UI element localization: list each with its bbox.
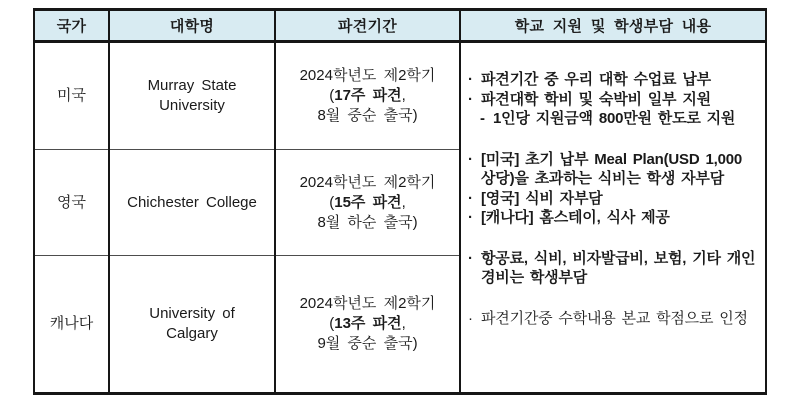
period-comma: , [401, 193, 406, 211]
period-weeks-line [276, 193, 459, 213]
support-item-text: [미국] 초기 납부 Meal Plan(USD 1,000 상당)을 초과하는 식비는 학생 자부담 [481, 150, 742, 187]
period-comma: , [401, 315, 406, 332]
period-cell-canada [275, 256, 460, 394]
bullet-icon: · [468, 209, 473, 226]
header-period: 파견기간 [275, 10, 460, 42]
support-item-text: 파견기간 중 우리 대학 수업료 납부 [481, 71, 711, 88]
period-open-paren: ( [329, 193, 335, 211]
period-weeks-line [276, 314, 459, 334]
period-weeks: 13주 파견 [334, 315, 402, 332]
university-cell-usa: Murray State University [109, 42, 275, 150]
bullet-icon: · [468, 309, 473, 327]
period-cell-usa [275, 42, 460, 150]
support-group-tuition [468, 70, 759, 129]
support-group-meals [468, 150, 759, 228]
support-item-text: 파견대학 학비 및 숙박비 일부 지원 [481, 90, 711, 108]
period-cell-uk [275, 150, 460, 256]
support-item [468, 189, 759, 209]
support-item-text: 1인당 지원금액 800만원 한도로 지원 [493, 110, 736, 127]
period-semester: 2024학년도 제2학기 [299, 173, 436, 191]
period-comma: , [401, 87, 406, 104]
support-details-cell [460, 42, 766, 394]
period-departure: 8월 중순 출국) [317, 107, 418, 124]
period-weeks: 17주 파견 [334, 87, 402, 104]
period-open-paren: ( [329, 87, 335, 104]
support-item-text: 파견기간중 수학내용 본교 학점으로 인정 [481, 309, 748, 327]
country-cell-canada: 캐나다 [34, 256, 109, 394]
bullet-icon: · [468, 150, 473, 168]
university-cell-uk: Chichester College [109, 150, 275, 256]
period-weeks-line [276, 86, 459, 106]
header-country: 국가 [34, 10, 109, 42]
period-departure: 8월 하순 출국) [317, 213, 418, 231]
support-item [468, 309, 759, 329]
support-item [468, 150, 759, 189]
support-item [468, 208, 759, 228]
bullet-icon: · [468, 90, 473, 108]
country-cell-usa: 미국 [34, 42, 109, 150]
header-support: 학교 지원 및 학생부담 내용 [460, 10, 766, 42]
dash-icon: - [480, 110, 485, 127]
period-open-paren: ( [329, 315, 335, 332]
bullet-icon: · [468, 249, 473, 267]
table-row-usa [34, 42, 766, 150]
period-semester: 2024학년도 제2학기 [299, 67, 436, 84]
support-item-text: [영국] 식비 자부담 [481, 189, 603, 207]
support-group-credits [468, 309, 759, 329]
support-group-personal-costs [468, 249, 759, 288]
period-semester: 2024학년도 제2학기 [299, 295, 436, 312]
university-cell-canada: University of Calgary [109, 256, 275, 394]
support-item [468, 249, 759, 288]
support-subitem [480, 109, 759, 129]
support-item [468, 90, 759, 110]
table-header-row [34, 10, 766, 42]
support-item-text: 항공료, 식비, 비자발급비, 보험, 기타 개인경비는 학생부담 [481, 249, 756, 286]
period-departure: 9월 중순 출국) [317, 335, 418, 352]
country-cell-uk: 영국 [34, 150, 109, 256]
exchange-program-table [33, 8, 767, 395]
support-item [468, 70, 759, 90]
bullet-icon: · [468, 71, 473, 88]
header-university: 대학명 [109, 10, 275, 42]
support-item-text: [캐나다] 홈스테이, 식사 제공 [481, 209, 670, 226]
bullet-icon: · [468, 189, 473, 207]
period-weeks: 15주 파견 [334, 193, 402, 211]
